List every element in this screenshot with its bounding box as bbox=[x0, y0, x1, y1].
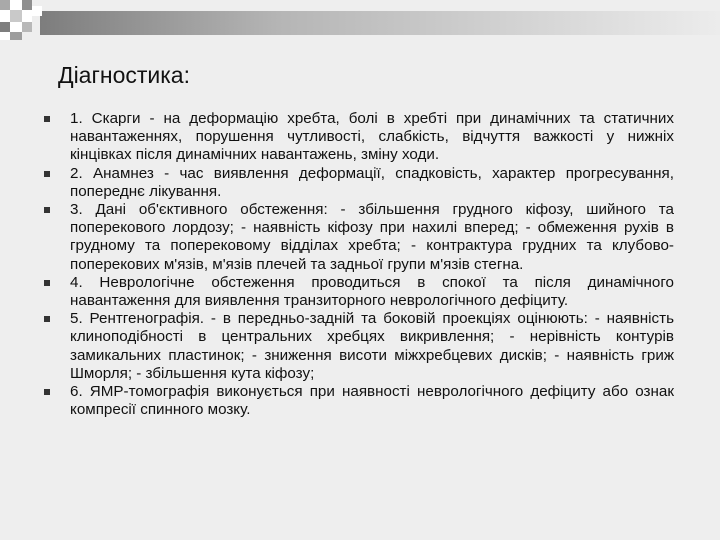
slide-title: Діагностика: bbox=[58, 62, 190, 88]
list-item bbox=[44, 201, 674, 274]
list-item-text: 6. ЯМР-томографія виконується при наявності неврологічного дефіциту або ознак компресії спинного мозку. bbox=[70, 383, 674, 419]
diagnostics-list bbox=[44, 110, 674, 419]
square-bullet-icon bbox=[44, 389, 50, 395]
list-item-text: 3. Дані об'єктивного обстеження: - збільшення грудного кіфозу, шийного та поперекового лордозу; - наявність кіфозу при нахилі вперед; - обмеження рухів в грудному та поперековому відділах хребта; - контрактура грудних та клубово-поперекових м'язів, м'язів плечей та задньої групи м'язів стегна. bbox=[70, 201, 674, 273]
square-bullet-icon bbox=[44, 316, 50, 322]
list-item bbox=[44, 274, 674, 310]
square-bullet-icon bbox=[44, 116, 50, 122]
list-item bbox=[44, 310, 674, 383]
square-bullet-icon bbox=[44, 207, 50, 213]
list-item-text: 4. Неврологічне обстеження проводиться в спокої та після динамічного навантаження для виявлення транзиторного неврологічного дефіциту. bbox=[70, 273, 674, 310]
list-item-text: 1. Скарги - на деформацію хребта, болі в хребті при динамічних та статичних навантаженнях, порушення чутливості, слабкість, відчуття важкості у нижніх кінцівках після динамічних навантажень, зміну ходи. bbox=[70, 110, 674, 164]
list-item bbox=[44, 165, 674, 201]
list-item-text: 5. Рентгенографія. - в передньо-задній та боковій проекціях оцінюють: - наявність клиноподібності в центральних хребцях викривлення; - нерівність контурів замикальних пластинок; - зниження висоти міжхребцевих дисків; - наявність гриж Шморля; - збільшення кута кіфозу; bbox=[70, 310, 674, 382]
header-decoration bbox=[0, 0, 720, 46]
list-item-text: 2. Анамнез - час виявлення деформації, спадковість, характер прогресування, попереднє лікування. bbox=[70, 164, 674, 200]
list-item bbox=[44, 383, 674, 419]
list-item bbox=[44, 110, 674, 165]
square-bullet-icon bbox=[44, 280, 50, 286]
square-bullet-icon bbox=[44, 171, 50, 177]
